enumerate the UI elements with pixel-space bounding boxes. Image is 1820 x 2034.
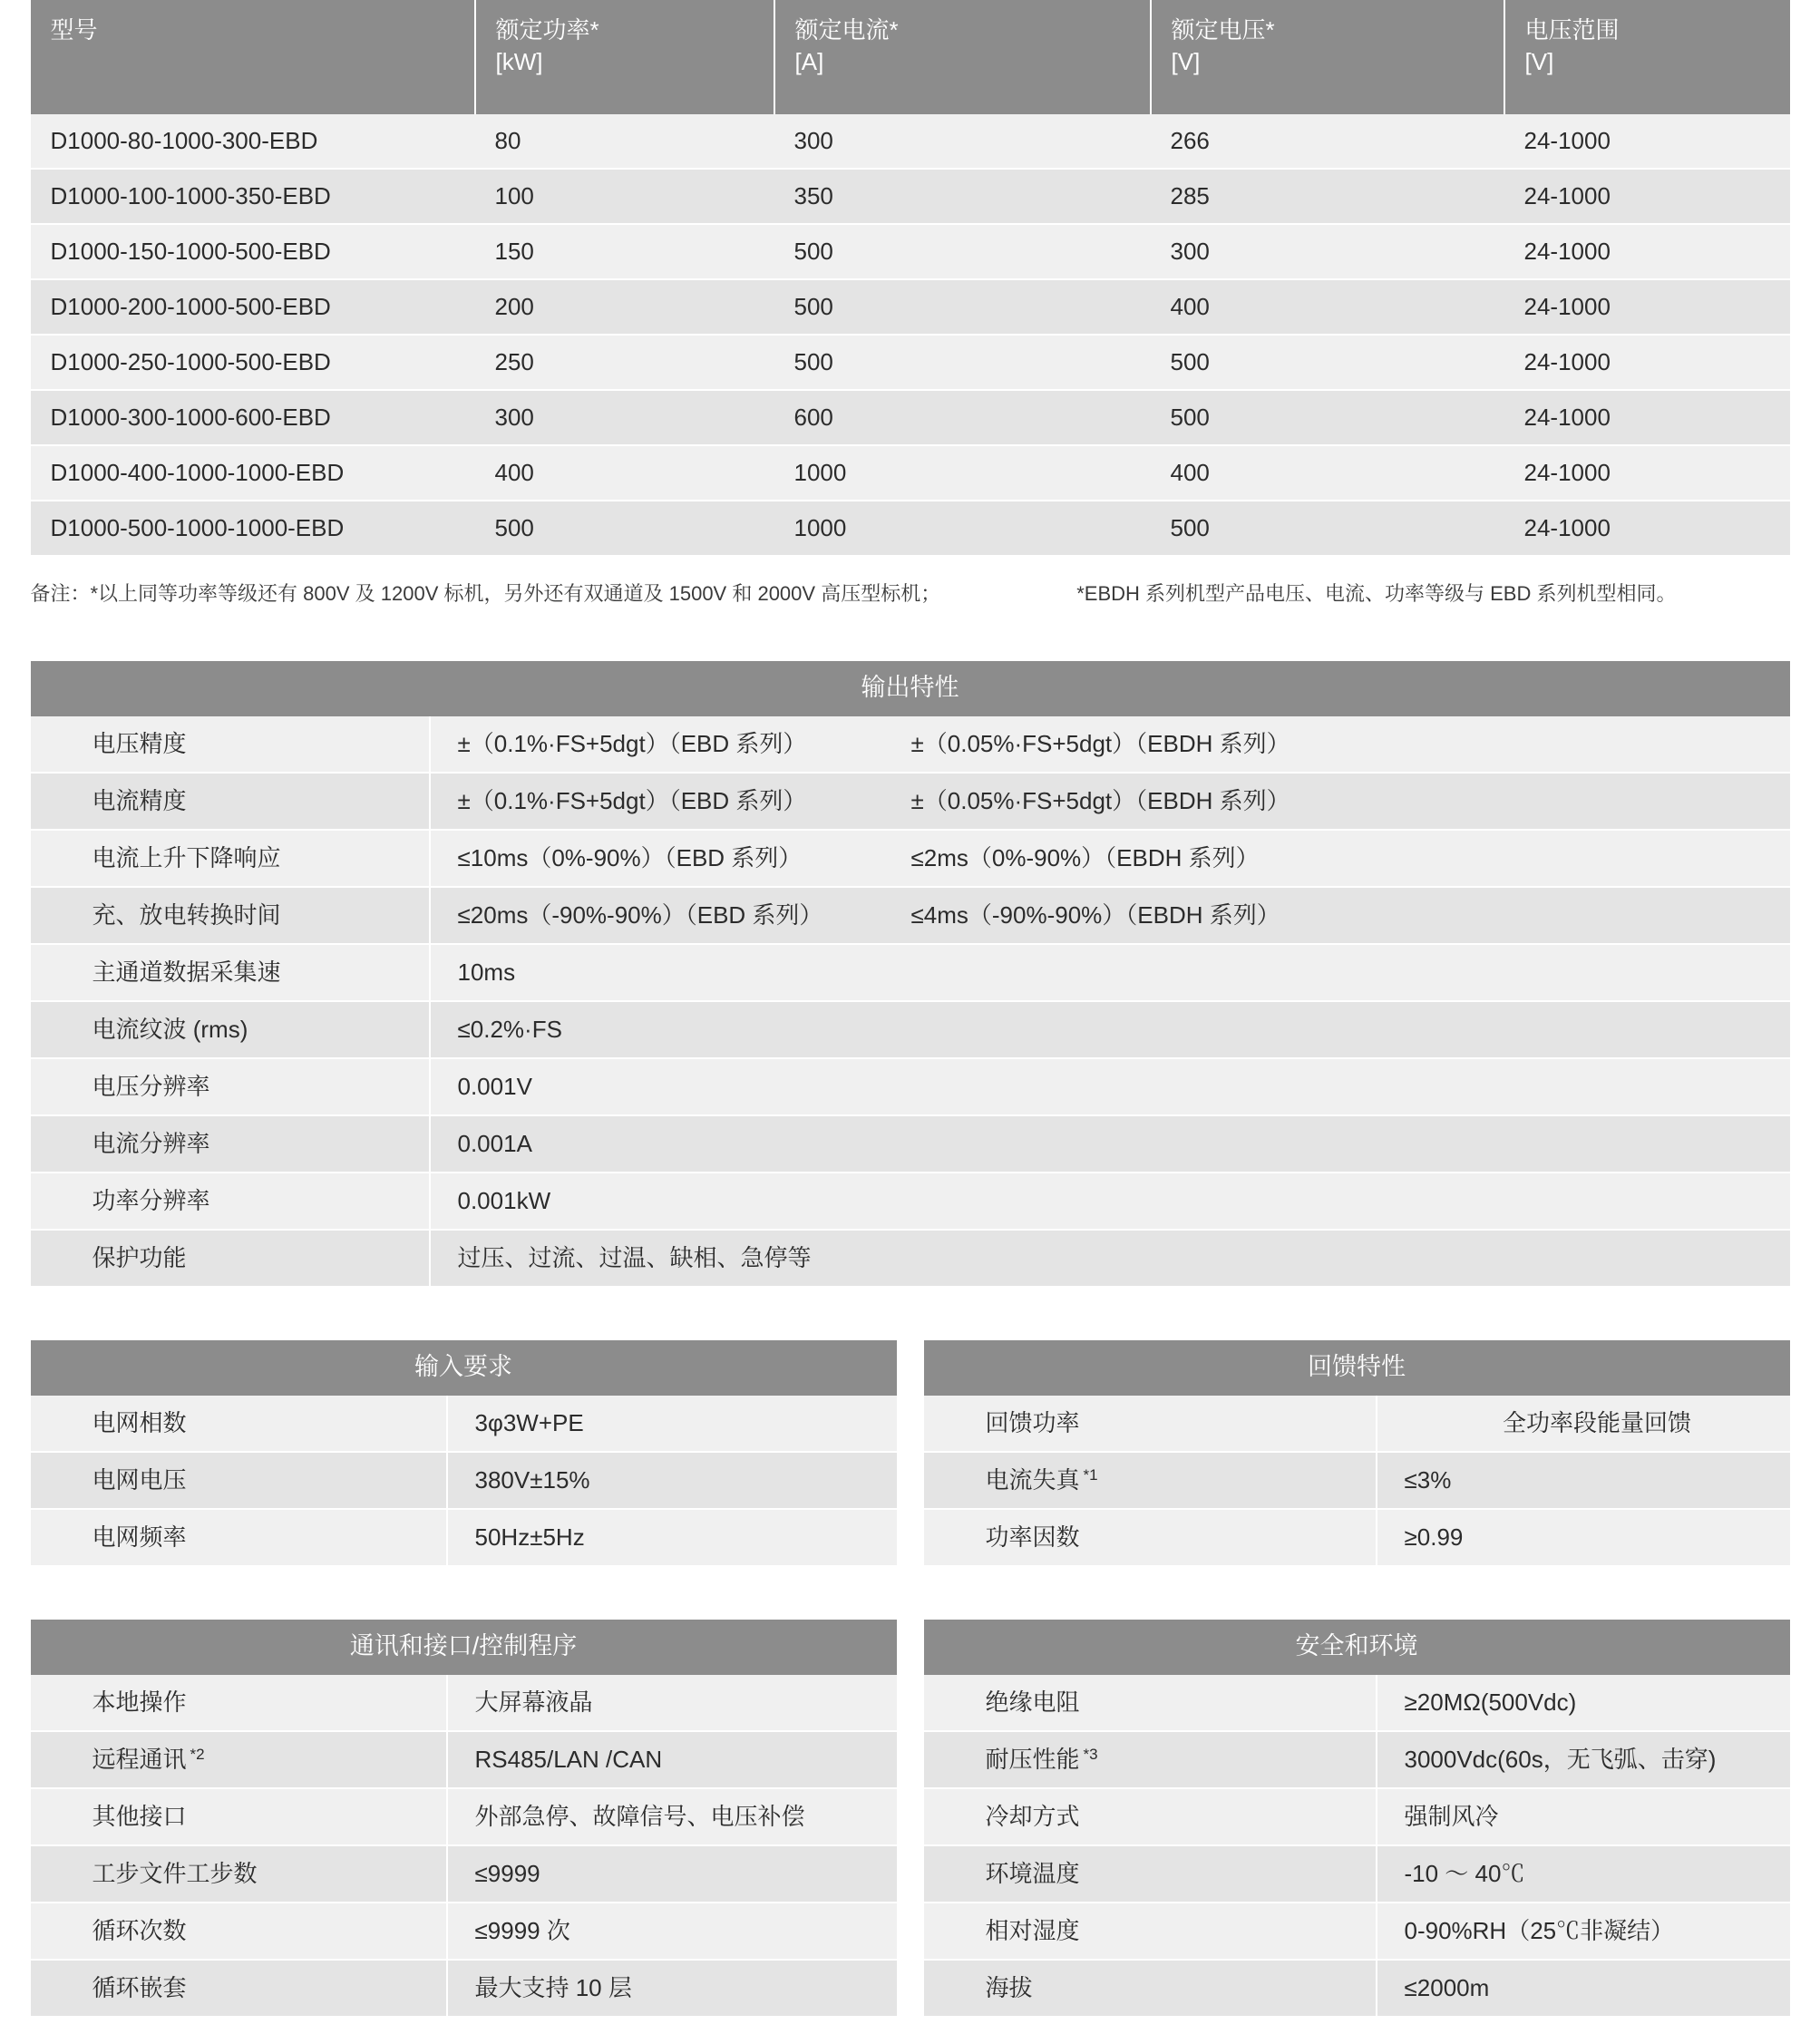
spec-key [31, 1731, 447, 1788]
cell-range: 24-1000 [1504, 224, 1790, 279]
cell-range: 24-1000 [1504, 501, 1790, 555]
spec-key: 电流精度 [31, 773, 430, 830]
spec-key [31, 1788, 447, 1845]
cell-voltage: 400 [1151, 445, 1504, 501]
spec-value: ≤3% [1377, 1452, 1790, 1509]
spec-key: 电网相数 [31, 1396, 447, 1452]
spec-key [924, 1845, 1377, 1903]
table-row [31, 114, 1790, 169]
spec-value: RS485/LAN /CAN [447, 1731, 897, 1788]
cell-voltage: 285 [1151, 169, 1504, 224]
spec-key-text: 工步文件工步数 [92, 1860, 258, 1888]
safety-spec-table [924, 1675, 1790, 2016]
spec-row [31, 1960, 897, 2016]
cell-current: 500 [774, 335, 1151, 390]
cell-current: 300 [774, 114, 1151, 169]
table-row [31, 279, 1790, 335]
cell-model: D1000-500-1000-1000-EBD [31, 501, 475, 555]
header-line-2: [kW] [495, 48, 543, 76]
spec-row [924, 1731, 1790, 1788]
cell-voltage: 500 [1151, 501, 1504, 555]
spec-key: 电流纹波 (rms) [31, 1001, 430, 1058]
spec-row [31, 773, 1790, 830]
table-row [31, 335, 1790, 390]
spec-value-ebd: ≤20ms（-90%-90%）（EBD 系列） [457, 901, 823, 929]
column-header-rated-current [774, 0, 1151, 114]
header-line-2: [V] [1171, 48, 1201, 76]
section-title-comm: 通讯和接口/控制程序 [31, 1620, 897, 1675]
spec-key [924, 1788, 1377, 1845]
cell-voltage: 400 [1151, 279, 1504, 335]
spec-row [924, 1845, 1790, 1903]
spec-value [430, 830, 1790, 887]
cell-range: 24-1000 [1504, 390, 1790, 445]
spec-row [31, 1173, 1790, 1230]
section-title-feedback: 回馈特性 [924, 1340, 1790, 1396]
table-row [31, 501, 1790, 555]
footnote-marker: *3 [1083, 1745, 1098, 1763]
spec-value: -10 ～ 40℃ [1377, 1845, 1790, 1903]
header-line-2: [V] [1524, 48, 1554, 76]
cell-model: D1000-100-1000-350-EBD [31, 169, 475, 224]
spec-value-ebdh: ±（0.05%·FS+5dgt）（EBDH 系列） [910, 787, 1290, 815]
spec-key [924, 1903, 1377, 1960]
spec-value: ≤9999 次 [447, 1903, 897, 1960]
spec-key: 主通道数据采集速 [31, 944, 430, 1001]
spec-row [31, 1675, 897, 1731]
spec-key [924, 1731, 1377, 1788]
spec-key-text: 其他接口 [92, 1803, 187, 1831]
footnote-right: *EBDH 系列机型产品电压、电流、功率等级与 EBD 系列机型相同。 [1076, 582, 1677, 605]
spec-key-text: 海拔 [985, 1974, 1033, 2002]
spec-row [31, 1509, 897, 1565]
spec-key [31, 1903, 447, 1960]
cell-power: 300 [475, 390, 774, 445]
spec-row [31, 944, 1790, 1001]
spec-key-text: 冷却方式 [985, 1803, 1080, 1831]
spec-key-text: 功率因数 [985, 1523, 1080, 1552]
spec-value-ebdh: ≤4ms（-90%-90%）（EBDH 系列） [910, 901, 1280, 929]
footnote-marker: *1 [1083, 1465, 1098, 1484]
section-communication-interface [31, 1620, 897, 2016]
spec-row [924, 1509, 1790, 1565]
table-row [31, 224, 1790, 279]
spec-value: 3000Vdc(60s，无飞弧、击穿) [1377, 1731, 1790, 1788]
comm-spec-table [31, 1675, 897, 2016]
spec-value: ≤0.2%·FS [430, 1001, 1790, 1058]
spec-value: 最大支持 10 层 [447, 1960, 897, 2016]
spec-value [430, 716, 1790, 773]
spec-value-ebd: ±（0.1%·FS+5dgt）（EBD 系列） [457, 730, 807, 758]
spec-key: 电网频率 [31, 1509, 447, 1565]
spec-row [31, 1845, 897, 1903]
header-line-1: 额定电压* [1171, 16, 1275, 44]
input-spec-table [31, 1396, 897, 1565]
section-input-requirements [31, 1340, 897, 1565]
cell-power: 500 [475, 501, 774, 555]
cell-current: 500 [774, 279, 1151, 335]
footnote-left: 备注：*以上同等功率等级还有 800V 及 1200V 标机，另外还有双通道及 1500V 和 2000V 高压型标机； [30, 582, 941, 605]
spec-row [31, 1396, 897, 1452]
header-line-1: 型号 [50, 16, 98, 44]
spec-key: 充、放电转换时间 [31, 887, 430, 944]
spec-value: 3φ3W+PE [447, 1396, 897, 1452]
spec-key [924, 1675, 1377, 1731]
section-title-safety: 安全和环境 [924, 1620, 1790, 1675]
section-output-characteristics [31, 661, 1790, 1286]
spec-value: 10ms [430, 944, 1790, 1001]
spec-row [31, 1058, 1790, 1115]
cell-range: 24-1000 [1504, 445, 1790, 501]
spec-value: 0.001V [430, 1058, 1790, 1115]
section-safety-environment [924, 1620, 1790, 2016]
section-title-input: 输入要求 [31, 1340, 897, 1396]
spec-row [924, 1396, 1790, 1452]
cell-model: D1000-80-1000-300-EBD [31, 114, 475, 169]
spec-value: ≥20MΩ(500Vdc) [1377, 1675, 1790, 1731]
cell-range: 24-1000 [1504, 335, 1790, 390]
table-row [31, 445, 1790, 501]
spec-key: 功率分辨率 [31, 1173, 430, 1230]
spec-value: ≤2000m [1377, 1960, 1790, 2016]
cell-power: 150 [475, 224, 774, 279]
spec-key [924, 1452, 1377, 1509]
comm-safety-row [31, 1620, 1790, 2016]
table-row [31, 169, 1790, 224]
spec-value-ebd: ≤10ms（0%-90%）（EBD 系列） [457, 844, 803, 872]
spec-row [31, 1731, 897, 1788]
table-row [31, 390, 1790, 445]
cell-current: 500 [774, 224, 1151, 279]
feedback-spec-table [924, 1396, 1790, 1565]
spec-key-text: 环境温度 [985, 1860, 1080, 1888]
header-line-1: 额定电流* [794, 16, 899, 44]
spec-key-text: 回馈功率 [985, 1409, 1080, 1437]
spec-key: 电网电压 [31, 1452, 447, 1509]
spec-row [31, 1230, 1790, 1286]
spec-row [924, 1452, 1790, 1509]
header-line-1: 电压范围 [1524, 16, 1620, 44]
spec-row [924, 1960, 1790, 2016]
spec-value-ebdh: ±（0.05%·FS+5dgt）（EBDH 系列） [910, 730, 1290, 758]
cell-model: D1000-150-1000-500-EBD [31, 224, 475, 279]
spec-key: 电流分辨率 [31, 1115, 430, 1173]
cell-model: D1000-250-1000-500-EBD [31, 335, 475, 390]
spec-row [31, 1903, 897, 1960]
spec-key-text: 绝缘电阻 [985, 1689, 1080, 1717]
cell-range: 24-1000 [1504, 279, 1790, 335]
cell-range: 24-1000 [1504, 169, 1790, 224]
column-header-model [31, 0, 475, 114]
cell-current: 350 [774, 169, 1151, 224]
spec-value: 强制风冷 [1377, 1788, 1790, 1845]
section-title-output: 输出特性 [31, 661, 1790, 716]
spec-row [31, 1115, 1790, 1173]
spec-key [31, 1845, 447, 1903]
model-spec-table [31, 0, 1790, 555]
spec-row [924, 1675, 1790, 1731]
spec-value: ≤9999 [447, 1845, 897, 1903]
cell-voltage: 266 [1151, 114, 1504, 169]
cell-power: 250 [475, 335, 774, 390]
spec-key [31, 1960, 447, 2016]
spec-key-text: 循环次数 [92, 1917, 187, 1945]
column-header-voltage-range [1504, 0, 1790, 114]
spec-key [924, 1509, 1377, 1565]
spec-value-ebdh: ≤2ms（0%-90%）（EBDH 系列） [910, 844, 1260, 872]
cell-current: 1000 [774, 445, 1151, 501]
spec-value: ≥0.99 [1377, 1509, 1790, 1565]
spec-key-text: 电流失真 [985, 1466, 1080, 1494]
cell-current: 600 [774, 390, 1151, 445]
cell-model: D1000-400-1000-1000-EBD [31, 445, 475, 501]
spec-value: 大屏幕液晶 [447, 1675, 897, 1731]
cell-power: 80 [475, 114, 774, 169]
spec-value: 0-90%RH（25℃非凝结） [1377, 1903, 1790, 1960]
spec-value-ebd: ±（0.1%·FS+5dgt）（EBD 系列） [457, 787, 807, 815]
cell-model: D1000-200-1000-500-EBD [31, 279, 475, 335]
cell-voltage: 500 [1151, 335, 1504, 390]
cell-power: 200 [475, 279, 774, 335]
column-header-rated-voltage [1151, 0, 1504, 114]
spec-key-text: 本地操作 [92, 1689, 187, 1717]
spec-row [31, 716, 1790, 773]
spec-row [924, 1903, 1790, 1960]
cell-current: 1000 [774, 501, 1151, 555]
spec-value: 50Hz±5Hz [447, 1509, 897, 1565]
column-header-rated-power [475, 0, 774, 114]
table-footnotes [31, 579, 1790, 607]
header-line-2: [A] [794, 48, 824, 76]
table-header-row [31, 0, 1790, 114]
cell-range: 24-1000 [1504, 114, 1790, 169]
footnote-marker: *2 [190, 1745, 205, 1763]
spec-key-text: 循环嵌套 [92, 1974, 187, 2002]
section-feedback-characteristics [924, 1340, 1790, 1565]
spec-value [430, 887, 1790, 944]
cell-voltage: 500 [1151, 390, 1504, 445]
spec-row [31, 1001, 1790, 1058]
spec-value: 过压、过流、过温、缺相、急停等 [430, 1230, 1790, 1286]
spec-key: 保护功能 [31, 1230, 430, 1286]
spec-row [31, 887, 1790, 944]
cell-power: 100 [475, 169, 774, 224]
spec-value [430, 773, 1790, 830]
spec-value: 0.001kW [430, 1173, 1790, 1230]
spec-key [924, 1396, 1377, 1452]
spec-value: 外部急停、故障信号、电压补偿 [447, 1788, 897, 1845]
spec-key: 电压精度 [31, 716, 430, 773]
spec-row [31, 830, 1790, 887]
spec-key: 电流上升下降响应 [31, 830, 430, 887]
cell-power: 400 [475, 445, 774, 501]
output-spec-table [31, 716, 1790, 1286]
spec-key-text: 相对湿度 [985, 1917, 1080, 1945]
spec-value: 全功率段能量回馈 [1377, 1396, 1790, 1452]
cell-model: D1000-300-1000-600-EBD [31, 390, 475, 445]
spec-value: 380V±15% [447, 1452, 897, 1509]
spec-key [31, 1675, 447, 1731]
spec-key-text: 耐压性能 [985, 1746, 1080, 1774]
spec-row [924, 1788, 1790, 1845]
spec-key [924, 1960, 1377, 2016]
spec-value: 0.001A [430, 1115, 1790, 1173]
spec-key: 电压分辨率 [31, 1058, 430, 1115]
input-feedback-row [31, 1340, 1790, 1565]
header-line-1: 额定功率* [495, 16, 599, 44]
spec-key-text: 远程通讯 [92, 1746, 187, 1774]
cell-voltage: 300 [1151, 224, 1504, 279]
spec-row [31, 1452, 897, 1509]
spec-row [31, 1788, 897, 1845]
